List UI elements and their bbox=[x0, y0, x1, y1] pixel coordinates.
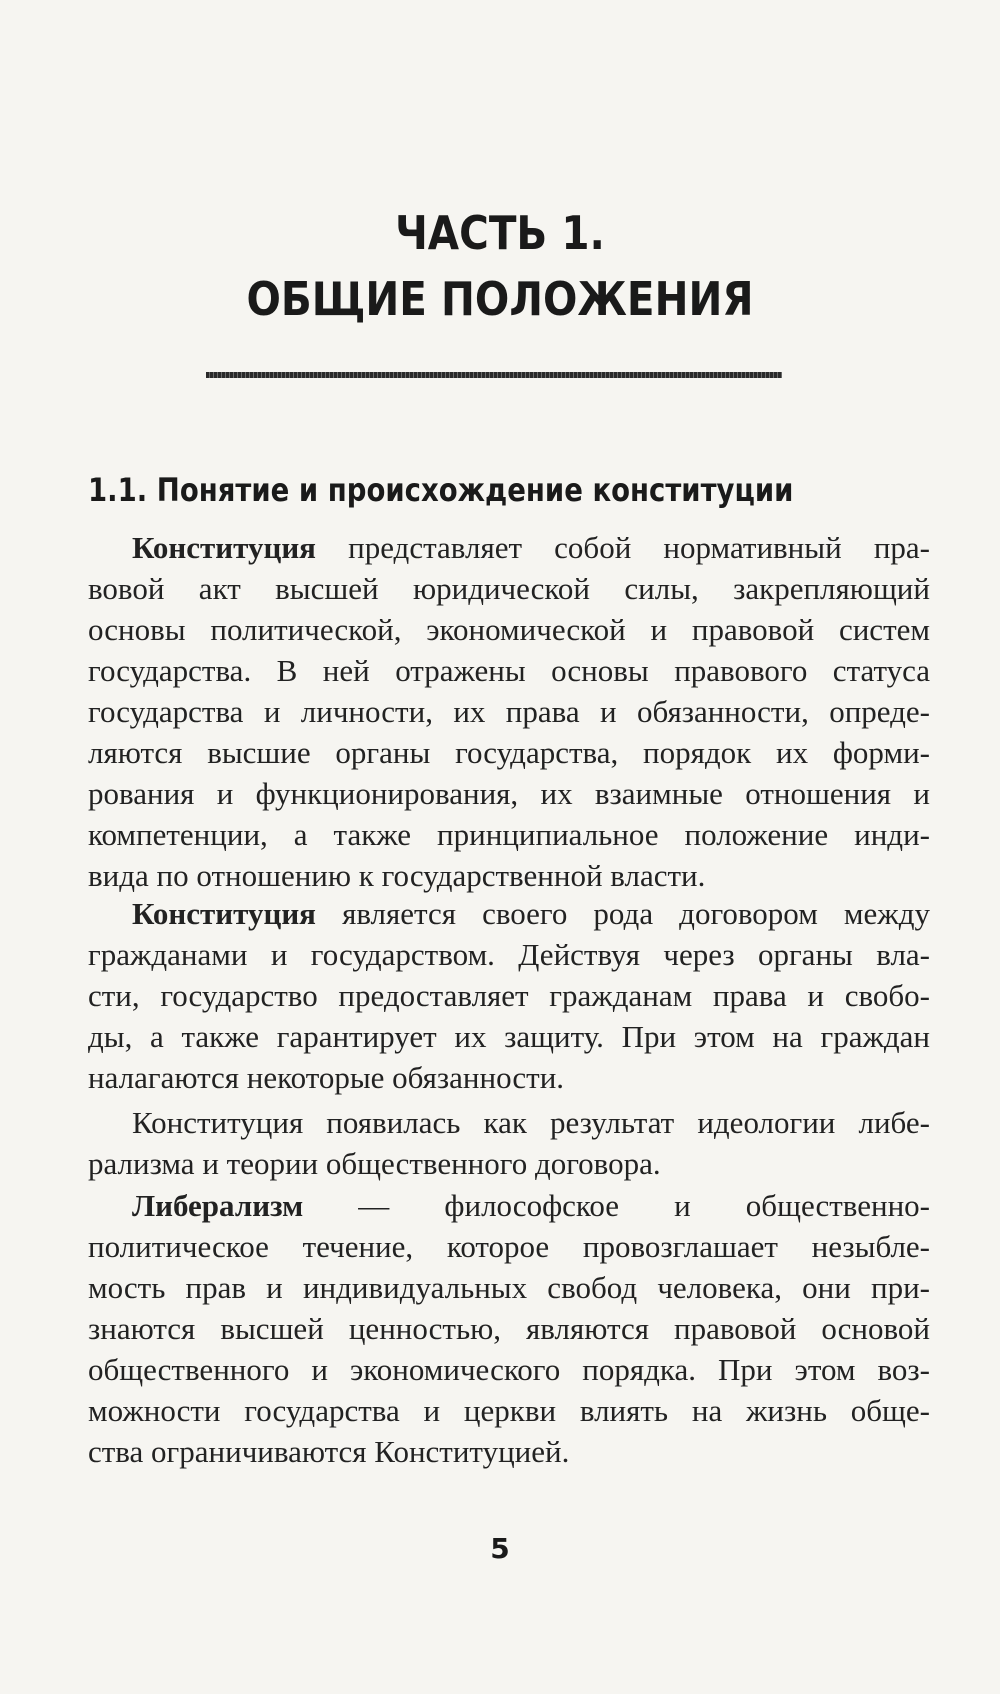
paragraph-line: политическое течение, которое провозглашает незыбле- bbox=[88, 1229, 930, 1264]
paragraph-line: общественного и экономического порядка. При этом воз- bbox=[88, 1352, 930, 1387]
paragraph-line: мость прав и индивидуальных свобод человека, они при- bbox=[88, 1270, 930, 1305]
paragraph-line: Конституция является своего рода договором между bbox=[132, 896, 930, 931]
body-text bbox=[88, 527, 930, 1472]
paragraph-line: налагаются некоторые обязанности. bbox=[88, 1060, 565, 1095]
part-title-line-1: ЧАСТЬ 1. bbox=[395, 206, 605, 260]
paragraph-line: вовой акт высшей юридической силы, закрепляющий bbox=[88, 571, 930, 606]
paragraph-3 bbox=[88, 1102, 930, 1184]
term-bold: Либерализм bbox=[132, 1188, 304, 1223]
page-number: 5 bbox=[490, 1532, 510, 1565]
paragraph-line: гражданами и государством. Действуя через органы вла- bbox=[88, 937, 930, 972]
paragraph-line: Конституция представляет собой нормативный пра- bbox=[132, 530, 930, 565]
paragraph-line: компетенции, а также принципиальное положение инди- bbox=[88, 817, 930, 852]
paragraph-line: ства ограничиваются Конституцией. bbox=[88, 1434, 570, 1469]
paragraph-4 bbox=[88, 1185, 930, 1472]
term-bold: Конституция bbox=[132, 896, 316, 931]
paragraph-line: государства и личности, их права и обязанности, опреде- bbox=[88, 694, 930, 729]
paragraph-line: ды, а также гарантирует их защиту. При этом на граждан bbox=[88, 1019, 930, 1054]
paragraph-line: вида по отношению к государственной власти. bbox=[88, 858, 706, 893]
paragraph-line: сти, государство предоставляет гражданам права и свобо- bbox=[88, 978, 930, 1013]
section-heading: 1.1. Понятие и происхождение конституции bbox=[88, 471, 794, 509]
paragraph-line: Конституция появилась как результат идеологии либе- bbox=[132, 1105, 930, 1140]
paragraph-line: рализма и теории общественного договора. bbox=[88, 1146, 661, 1181]
paragraph-1 bbox=[88, 527, 930, 896]
paragraph-2 bbox=[88, 893, 930, 1098]
paragraph-line: основы политической, экономической и правовой систем bbox=[88, 612, 930, 647]
paragraph-line: ляются высшие органы государства, порядок их форми- bbox=[88, 735, 930, 770]
paragraph-line: знаются высшей ценностью, являются правовой основой bbox=[88, 1311, 930, 1346]
title-divider bbox=[206, 372, 782, 378]
paragraph-line: рования и функционирования, их взаимные отношения и bbox=[88, 776, 930, 811]
part-title-line-2: ОБЩИЕ ПОЛОЖЕНИЯ bbox=[246, 272, 754, 326]
term-bold: Конституция bbox=[132, 530, 316, 565]
paragraph-line: государства. В ней отражены основы правового статуса bbox=[88, 653, 930, 688]
paragraph-line: Либерализм — философское и общественно- bbox=[132, 1188, 930, 1223]
paragraph-line: можности государства и церкви влиять на жизнь обще- bbox=[88, 1393, 930, 1428]
